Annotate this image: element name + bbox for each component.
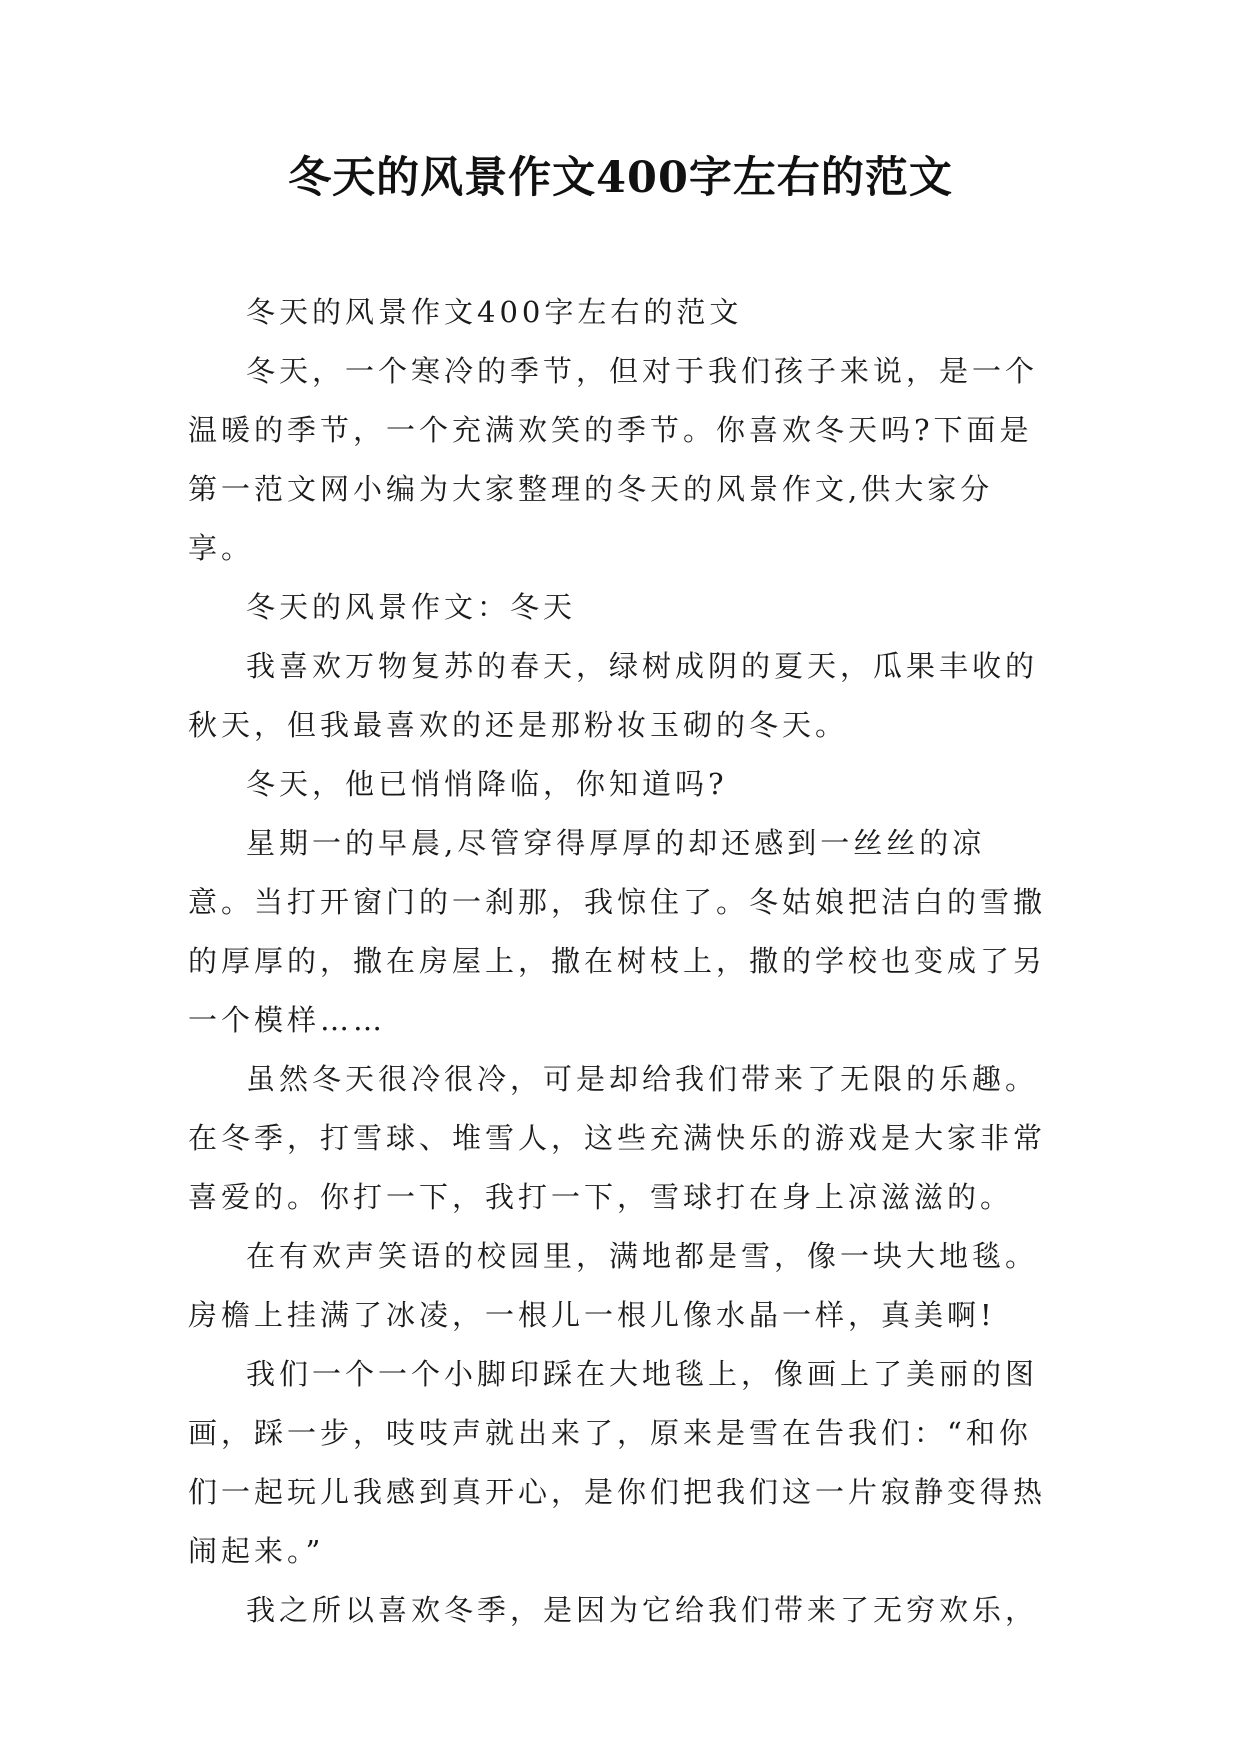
paragraph: 冬天的风景作文400字左右的范文 [246, 295, 743, 329]
paragraph: 我们一个一个小脚印踩在大地毯上，像画上了美丽的图画，踩一步，吱吱声就出来了，原来是雪在告我们：“和你们一起玩儿我感到真开心，是你们把我们这一片寂静变得热闹起来。” [188, 1357, 1047, 1568]
paragraph: 我喜欢万物复苏的春天，绿树成阴的夏天，瓜果丰收的秋天，但我最喜欢的还是那粉妆玉砌的冬天。 [188, 649, 1039, 742]
paragraph: 在有欢声笑语的校园里，满地都是雪，像一块大地毯。房檐上挂满了冰凌，一根儿一根儿像水晶一样，真美啊! [188, 1239, 1039, 1332]
paragraph: 冬天，一个寒冷的季节，但对于我们孩子来说，是一个温暖的季节，一个充满欢笑的季节。你喜欢冬天吗?下面是第一范文网小编为大家整理的冬天的风景作文,供大家分享。 [188, 354, 1039, 565]
document-body [188, 283, 1048, 1640]
paragraph: 虽然冬天很冷很冷，可是却给我们带来了无限的乐趣。在冬季，打雪球、堆雪人，这些充满快乐的游戏是大家非常喜爱的。你打一下，我打一下，雪球打在身上凉滋滋的。 [188, 1062, 1047, 1214]
paragraph: 冬天，他已悄悄降临，你知道吗? [246, 767, 728, 801]
paragraph: 星期一的早晨,尽管穿得厚厚的却还感到一丝丝的凉意。当打开窗门的一刹那，我惊住了。冬姑娘把洁白的雪撒的厚厚的，撒在房屋上，撒在树枝上，撒的学校也变成了另一个模样…… [188, 826, 1047, 1037]
paragraph: 我之所以喜欢冬季，是因为它给我们带来了无穷欢乐， [246, 1593, 1039, 1627]
paragraph: 冬天的风景作文：冬天 [246, 590, 577, 624]
document-title: 冬天的风景作文400字左右的范文 [288, 153, 953, 203]
